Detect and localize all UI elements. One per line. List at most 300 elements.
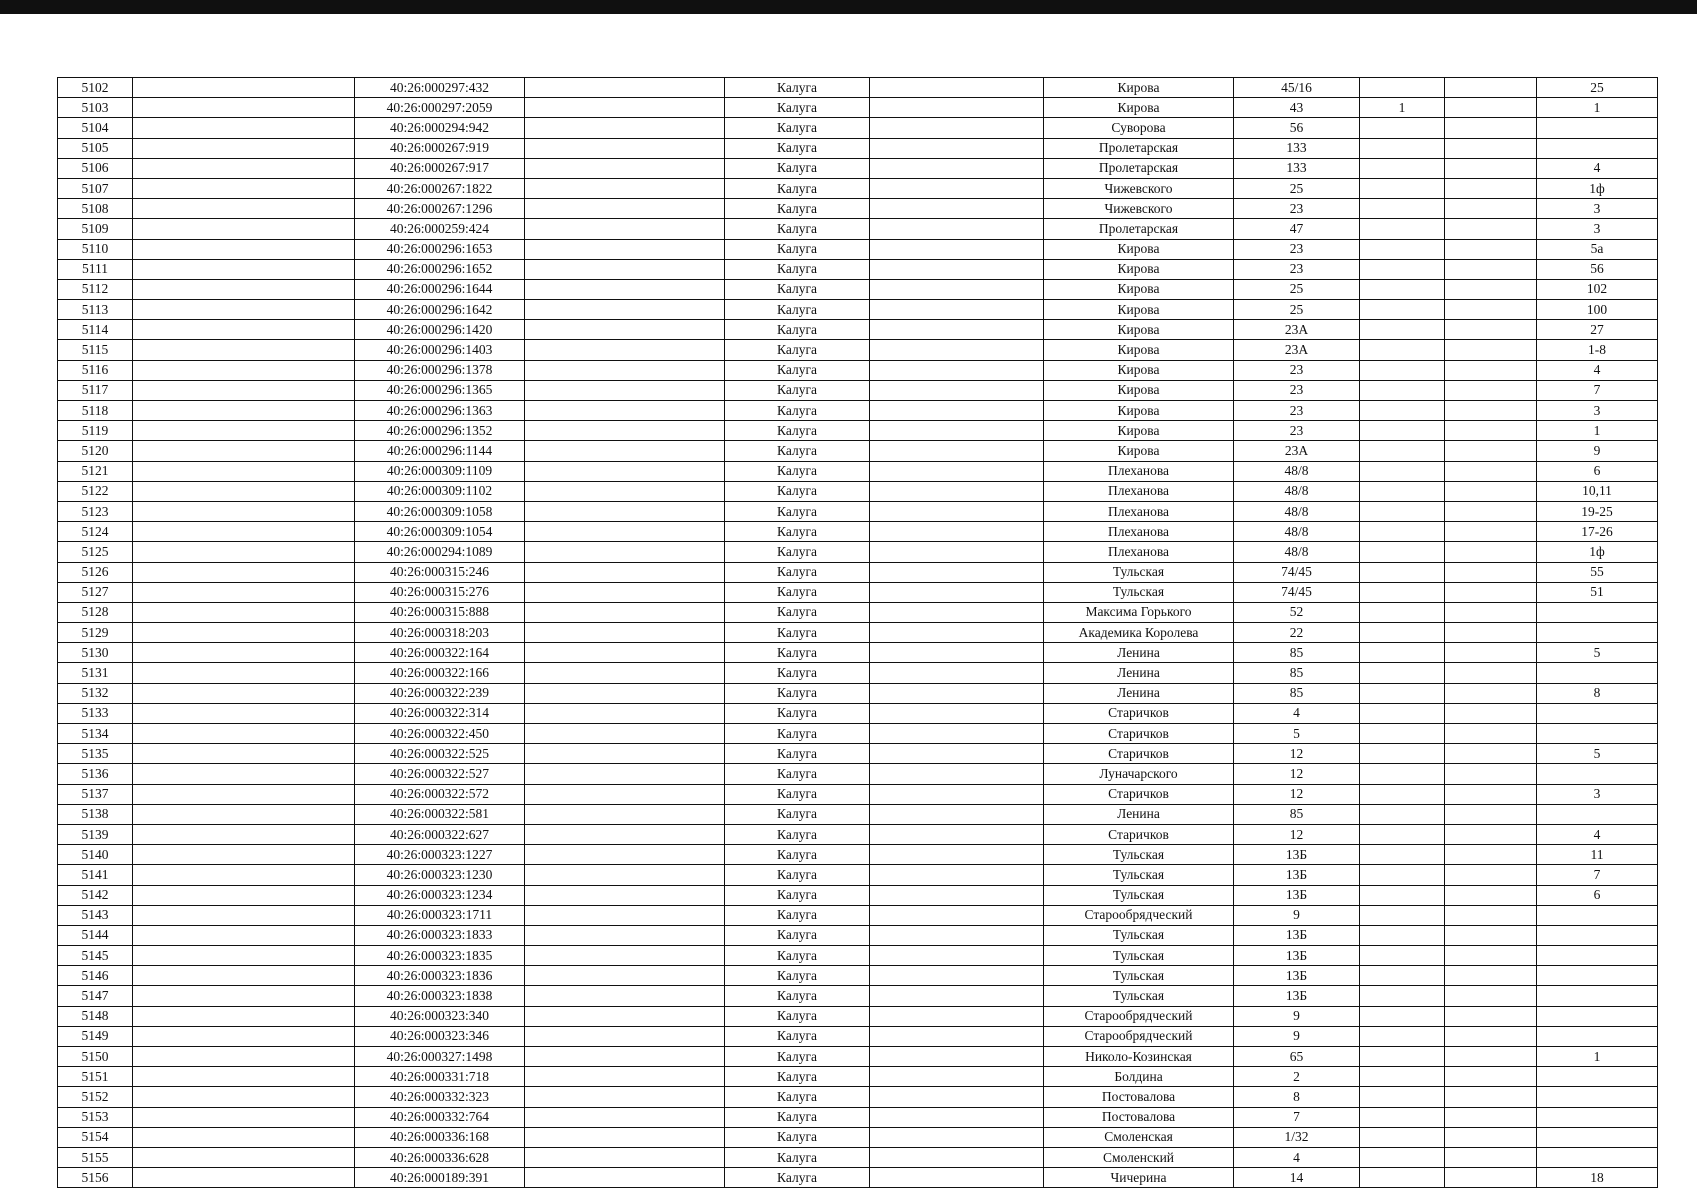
empty-cell [1445, 865, 1537, 885]
table-row [58, 1026, 1658, 1046]
street-cell: Академика Королева [1044, 623, 1234, 643]
empty-cell [1445, 1026, 1537, 1046]
row-number-cell: 5113 [58, 300, 133, 320]
house-cell: 48/8 [1234, 481, 1360, 501]
empty-cell [870, 461, 1044, 481]
building-cell [1360, 1147, 1445, 1167]
building-cell [1360, 118, 1445, 138]
cadastral-number-cell: 40:26:000267:919 [355, 138, 525, 158]
city-cell: Калуга [725, 481, 870, 501]
street-cell: Пролетарская [1044, 138, 1234, 158]
empty-cell [1445, 401, 1537, 421]
street-cell: Кирова [1044, 380, 1234, 400]
empty-cell [870, 562, 1044, 582]
street-cell: Плеханова [1044, 481, 1234, 501]
house-cell: 133 [1234, 158, 1360, 178]
empty-cell [133, 461, 355, 481]
apartment-cell: 4 [1537, 158, 1658, 178]
empty-cell [133, 1006, 355, 1026]
table-row [58, 986, 1658, 1006]
empty-cell [525, 905, 725, 925]
row-number-cell: 5111 [58, 259, 133, 279]
empty-cell [870, 239, 1044, 259]
city-cell: Калуга [725, 703, 870, 723]
table-row [58, 602, 1658, 622]
street-cell: Тульская [1044, 562, 1234, 582]
empty-cell [133, 744, 355, 764]
empty-cell [525, 885, 725, 905]
empty-cell [525, 562, 725, 582]
table-row [58, 1087, 1658, 1107]
city-cell: Калуга [725, 522, 870, 542]
empty-cell [1445, 905, 1537, 925]
street-cell: Ленина [1044, 683, 1234, 703]
empty-cell [525, 259, 725, 279]
empty-cell [1445, 461, 1537, 481]
street-cell: Старичков [1044, 784, 1234, 804]
empty-cell [525, 98, 725, 118]
house-cell: 9 [1234, 1006, 1360, 1026]
house-cell: 23 [1234, 239, 1360, 259]
city-cell: Калуга [725, 1026, 870, 1046]
street-cell: Кирова [1044, 360, 1234, 380]
property-register-table [57, 77, 1658, 1188]
building-cell [1360, 1168, 1445, 1188]
city-cell: Калуга [725, 885, 870, 905]
empty-cell [133, 643, 355, 663]
house-cell: 23 [1234, 199, 1360, 219]
empty-cell [525, 1006, 725, 1026]
cadastral-number-cell: 40:26:000296:1378 [355, 360, 525, 380]
street-cell: Старообрядческий [1044, 1026, 1234, 1046]
empty-cell [1445, 643, 1537, 663]
house-cell: 12 [1234, 744, 1360, 764]
empty-cell [870, 623, 1044, 643]
empty-cell [133, 360, 355, 380]
empty-cell [525, 300, 725, 320]
empty-cell [1445, 320, 1537, 340]
table-row [58, 461, 1658, 481]
empty-cell [133, 582, 355, 602]
street-cell: Кирова [1044, 441, 1234, 461]
apartment-cell: 102 [1537, 279, 1658, 299]
city-cell: Калуга [725, 1127, 870, 1147]
empty-cell [133, 340, 355, 360]
row-number-cell: 5156 [58, 1168, 133, 1188]
empty-cell [133, 623, 355, 643]
table-row [58, 401, 1658, 421]
apartment-cell: 8 [1537, 683, 1658, 703]
house-cell: 23 [1234, 360, 1360, 380]
street-cell: Кирова [1044, 98, 1234, 118]
city-cell: Калуга [725, 239, 870, 259]
street-cell: Пролетарская [1044, 219, 1234, 239]
empty-cell [133, 421, 355, 441]
empty-cell [133, 845, 355, 865]
empty-cell [1445, 118, 1537, 138]
row-number-cell: 5146 [58, 966, 133, 986]
table-row [58, 239, 1658, 259]
cadastral-number-cell: 40:26:000323:1836 [355, 966, 525, 986]
cadastral-number-cell: 40:26:000323:340 [355, 1006, 525, 1026]
house-cell: 9 [1234, 905, 1360, 925]
city-cell: Калуга [725, 78, 870, 98]
cadastral-number-cell: 40:26:000296:1363 [355, 401, 525, 421]
row-number-cell: 5132 [58, 683, 133, 703]
empty-cell [525, 744, 725, 764]
empty-cell [870, 784, 1044, 804]
city-cell: Калуга [725, 663, 870, 683]
apartment-cell [1537, 1067, 1658, 1087]
row-number-cell: 5102 [58, 78, 133, 98]
street-cell: Тульская [1044, 925, 1234, 945]
row-number-cell: 5104 [58, 118, 133, 138]
city-cell: Калуга [725, 340, 870, 360]
cadastral-number-cell: 40:26:000332:764 [355, 1107, 525, 1127]
cadastral-number-cell: 40:26:000323:346 [355, 1026, 525, 1046]
apartment-cell: 11 [1537, 845, 1658, 865]
table-row [58, 663, 1658, 683]
empty-cell [1445, 158, 1537, 178]
table-row [58, 1067, 1658, 1087]
empty-cell [133, 1127, 355, 1147]
table-row [58, 320, 1658, 340]
empty-cell [870, 602, 1044, 622]
empty-cell [1445, 441, 1537, 461]
empty-cell [870, 1067, 1044, 1087]
table-row [58, 259, 1658, 279]
house-cell: 52 [1234, 602, 1360, 622]
empty-cell [870, 360, 1044, 380]
empty-cell [133, 279, 355, 299]
street-cell: Старообрядческий [1044, 1006, 1234, 1026]
empty-cell [525, 542, 725, 562]
city-cell: Калуга [725, 320, 870, 340]
street-cell: Кирова [1044, 421, 1234, 441]
apartment-cell: 56 [1537, 259, 1658, 279]
empty-cell [870, 1127, 1044, 1147]
empty-cell [525, 501, 725, 521]
row-number-cell: 5131 [58, 663, 133, 683]
empty-cell [525, 118, 725, 138]
empty-cell [1445, 804, 1537, 824]
row-number-cell: 5103 [58, 98, 133, 118]
apartment-cell [1537, 703, 1658, 723]
empty-cell [525, 1087, 725, 1107]
apartment-cell [1537, 1006, 1658, 1026]
building-cell [1360, 340, 1445, 360]
house-cell: 65 [1234, 1047, 1360, 1067]
empty-cell [133, 724, 355, 744]
building-cell [1360, 724, 1445, 744]
table-row [58, 845, 1658, 865]
table-row [58, 582, 1658, 602]
city-cell: Калуга [725, 1107, 870, 1127]
building-cell [1360, 562, 1445, 582]
house-cell: 56 [1234, 118, 1360, 138]
house-cell: 23 [1234, 259, 1360, 279]
cadastral-number-cell: 40:26:000297:432 [355, 78, 525, 98]
empty-cell [1445, 1067, 1537, 1087]
city-cell: Калуга [725, 360, 870, 380]
house-cell: 85 [1234, 683, 1360, 703]
street-cell: Плеханова [1044, 461, 1234, 481]
empty-cell [525, 946, 725, 966]
document-sheet [57, 77, 1658, 1188]
table-row [58, 925, 1658, 945]
cadastral-number-cell: 40:26:000322:572 [355, 784, 525, 804]
table-row [58, 562, 1658, 582]
city-cell: Калуга [725, 824, 870, 844]
city-cell: Калуга [725, 441, 870, 461]
empty-cell [870, 1147, 1044, 1167]
street-cell: Старичков [1044, 703, 1234, 723]
empty-cell [1445, 1147, 1537, 1167]
row-number-cell: 5139 [58, 824, 133, 844]
empty-cell [525, 421, 725, 441]
cadastral-number-cell: 40:26:000323:1230 [355, 865, 525, 885]
house-cell: 85 [1234, 663, 1360, 683]
house-cell: 13Б [1234, 946, 1360, 966]
empty-cell [525, 340, 725, 360]
building-cell [1360, 259, 1445, 279]
empty-cell [870, 744, 1044, 764]
empty-cell [133, 380, 355, 400]
table-row [58, 946, 1658, 966]
building-cell [1360, 683, 1445, 703]
empty-cell [1445, 259, 1537, 279]
empty-cell [1445, 582, 1537, 602]
cadastral-number-cell: 40:26:000323:1833 [355, 925, 525, 945]
city-cell: Калуга [725, 602, 870, 622]
empty-cell [1445, 1087, 1537, 1107]
empty-cell [1445, 966, 1537, 986]
house-cell: 12 [1234, 764, 1360, 784]
empty-cell [133, 986, 355, 1006]
row-number-cell: 5119 [58, 421, 133, 441]
empty-cell [870, 845, 1044, 865]
row-number-cell: 5122 [58, 481, 133, 501]
empty-cell [870, 966, 1044, 986]
apartment-cell: 55 [1537, 562, 1658, 582]
building-cell [1360, 138, 1445, 158]
empty-cell [870, 158, 1044, 178]
empty-cell [870, 501, 1044, 521]
empty-cell [525, 784, 725, 804]
city-cell: Калуга [725, 1006, 870, 1026]
house-cell: 12 [1234, 824, 1360, 844]
empty-cell [525, 643, 725, 663]
house-cell: 74/45 [1234, 582, 1360, 602]
empty-cell [133, 925, 355, 945]
building-cell [1360, 401, 1445, 421]
building-cell [1360, 703, 1445, 723]
house-cell: 2 [1234, 1067, 1360, 1087]
table-row [58, 199, 1658, 219]
empty-cell [870, 259, 1044, 279]
row-number-cell: 5140 [58, 845, 133, 865]
apartment-cell: 3 [1537, 784, 1658, 804]
cadastral-number-cell: 40:26:000322:314 [355, 703, 525, 723]
table-row [58, 1168, 1658, 1188]
city-cell: Калуга [725, 744, 870, 764]
building-cell [1360, 764, 1445, 784]
apartment-cell [1537, 724, 1658, 744]
house-cell: 48/8 [1234, 461, 1360, 481]
apartment-cell [1537, 118, 1658, 138]
street-cell: Старообрядческий [1044, 905, 1234, 925]
empty-cell [133, 501, 355, 521]
cadastral-number-cell: 40:26:000259:424 [355, 219, 525, 239]
row-number-cell: 5115 [58, 340, 133, 360]
cadastral-number-cell: 40:26:000336:168 [355, 1127, 525, 1147]
empty-cell [1445, 724, 1537, 744]
city-cell: Калуга [725, 501, 870, 521]
street-cell: Максима Горького [1044, 602, 1234, 622]
street-cell: Кирова [1044, 401, 1234, 421]
city-cell: Калуга [725, 1168, 870, 1188]
street-cell: Тульская [1044, 966, 1234, 986]
table-row [58, 643, 1658, 663]
empty-cell [525, 623, 725, 643]
street-cell: Тульская [1044, 845, 1234, 865]
building-cell [1360, 744, 1445, 764]
building-cell [1360, 158, 1445, 178]
empty-cell [1445, 602, 1537, 622]
empty-cell [525, 663, 725, 683]
empty-cell [870, 804, 1044, 824]
empty-cell [133, 1026, 355, 1046]
city-cell: Калуга [725, 401, 870, 421]
house-cell: 12 [1234, 784, 1360, 804]
table-row [58, 542, 1658, 562]
cadastral-number-cell: 40:26:000294:1089 [355, 542, 525, 562]
apartment-cell: 3 [1537, 199, 1658, 219]
empty-cell [133, 239, 355, 259]
city-cell: Калуга [725, 1067, 870, 1087]
building-cell [1360, 1067, 1445, 1087]
empty-cell [870, 380, 1044, 400]
empty-cell [525, 1147, 725, 1167]
row-number-cell: 5145 [58, 946, 133, 966]
cadastral-number-cell: 40:26:000322:164 [355, 643, 525, 663]
empty-cell [1445, 1047, 1537, 1067]
apartment-cell: 19-25 [1537, 501, 1658, 521]
building-cell [1360, 582, 1445, 602]
street-cell: Кирова [1044, 300, 1234, 320]
row-number-cell: 5142 [58, 885, 133, 905]
apartment-cell: 7 [1537, 865, 1658, 885]
building-cell [1360, 663, 1445, 683]
empty-cell [870, 219, 1044, 239]
empty-cell [870, 703, 1044, 723]
table-row [58, 966, 1658, 986]
cadastral-number-cell: 40:26:000309:1109 [355, 461, 525, 481]
empty-cell [870, 1168, 1044, 1188]
empty-cell [525, 703, 725, 723]
building-cell [1360, 986, 1445, 1006]
empty-cell [870, 582, 1044, 602]
street-cell: Чижевского [1044, 199, 1234, 219]
building-cell [1360, 279, 1445, 299]
cadastral-number-cell: 40:26:000267:1296 [355, 199, 525, 219]
row-number-cell: 5135 [58, 744, 133, 764]
table-row [58, 1006, 1658, 1026]
street-cell: Тульская [1044, 865, 1234, 885]
empty-cell [870, 764, 1044, 784]
building-cell [1360, 784, 1445, 804]
house-cell: 25 [1234, 178, 1360, 198]
building-cell [1360, 602, 1445, 622]
empty-cell [870, 199, 1044, 219]
apartment-cell: 17-26 [1537, 522, 1658, 542]
empty-cell [870, 542, 1044, 562]
city-cell: Калуга [725, 380, 870, 400]
table-row [58, 1047, 1658, 1067]
building-cell [1360, 481, 1445, 501]
city-cell: Калуга [725, 562, 870, 582]
street-cell: Тульская [1044, 986, 1234, 1006]
building-cell [1360, 804, 1445, 824]
empty-cell [525, 78, 725, 98]
apartment-cell: 6 [1537, 461, 1658, 481]
street-cell: Плеханова [1044, 542, 1234, 562]
empty-cell [133, 602, 355, 622]
apartment-cell [1537, 663, 1658, 683]
house-cell: 47 [1234, 219, 1360, 239]
table-row [58, 138, 1658, 158]
house-cell: 133 [1234, 138, 1360, 158]
house-cell: 9 [1234, 1026, 1360, 1046]
house-cell: 7 [1234, 1107, 1360, 1127]
empty-cell [870, 118, 1044, 138]
city-cell: Калуга [725, 461, 870, 481]
row-number-cell: 5137 [58, 784, 133, 804]
empty-cell [870, 320, 1044, 340]
cadastral-number-cell: 40:26:000323:1234 [355, 885, 525, 905]
apartment-cell [1537, 804, 1658, 824]
empty-cell [870, 279, 1044, 299]
apartment-cell [1537, 764, 1658, 784]
empty-cell [870, 340, 1044, 360]
table-row [58, 683, 1658, 703]
city-cell: Калуга [725, 683, 870, 703]
cadastral-number-cell: 40:26:000309:1058 [355, 501, 525, 521]
empty-cell [870, 683, 1044, 703]
row-number-cell: 5138 [58, 804, 133, 824]
apartment-cell: 5 [1537, 643, 1658, 663]
street-cell: Луначарского [1044, 764, 1234, 784]
row-number-cell: 5127 [58, 582, 133, 602]
cadastral-number-cell: 40:26:000336:628 [355, 1147, 525, 1167]
empty-cell [525, 481, 725, 501]
building-cell [1360, 360, 1445, 380]
apartment-cell [1537, 623, 1658, 643]
scan-top-border [0, 0, 1697, 14]
empty-cell [133, 158, 355, 178]
house-cell: 13Б [1234, 885, 1360, 905]
empty-cell [525, 1168, 725, 1188]
street-cell: Кирова [1044, 259, 1234, 279]
empty-cell [133, 1067, 355, 1087]
empty-cell [1445, 1006, 1537, 1026]
building-cell [1360, 380, 1445, 400]
cadastral-number-cell: 40:26:000296:1365 [355, 380, 525, 400]
city-cell: Калуга [725, 98, 870, 118]
apartment-cell: 1 [1537, 1047, 1658, 1067]
apartment-cell [1537, 986, 1658, 1006]
cadastral-number-cell: 40:26:000296:1653 [355, 239, 525, 259]
